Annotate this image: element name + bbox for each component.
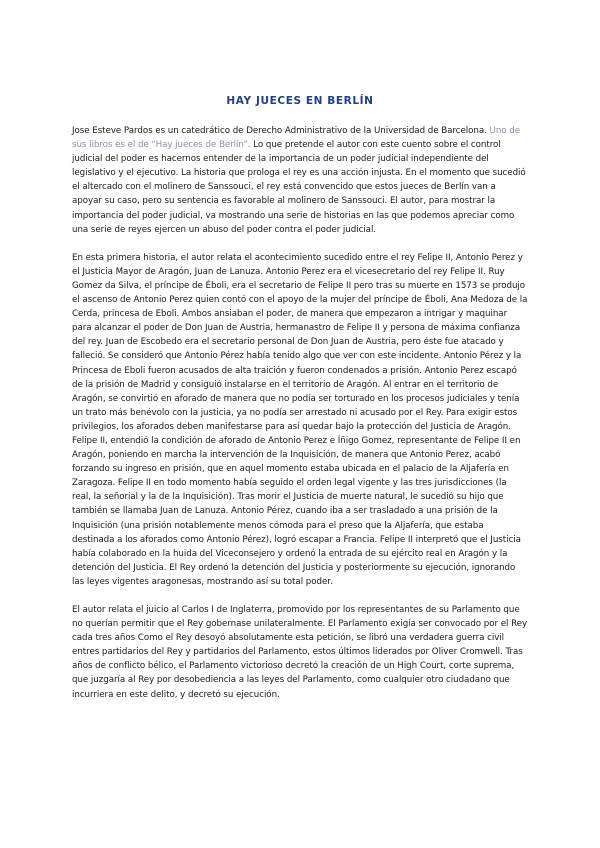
intro-rest-text: Lo que pretende el autor con este cuento sobre el control judicial del poder es hacernos entender de la importancia de un poder judicial independiente del legislativo y el ejecutivo. La historia que prologa el rey es una acción injusta. En el momento que sucedió el altercado con el molinero de Sanssouci, el rey está convencido que estos jueces de Berlín van a apoyar su caso, pero su sentencia es favorable al molinero de Sanssouci. El autor, para mostrar la importancia del poder judicial, va mostrando una serie de historias en las que podemos apreciar como una serie de reyes ejercen un abuso del poder contra el poder judicial. [72,140,526,235]
intro-book-reference: Uno de sus libros es el de “Hay jueces de Berlín”. [72,126,521,151]
paragraph-intro [72,124,528,237]
paragraph-felipe-ii: En esta primera historia, el autor relata el acontecimiento sucedido entre el rey Felipe II, Antonio Perez y el Justicia Mayor de Aragón, Juan de Lanuza. Antonio Perez era el vicesecretario del rey Felipe II. Ruy Gomez da Silva, el príncipe de Éboli, era el secretario de Felipe II pero tras su muerte en 1573 se produjo el ascenso de Antonio Perez quien contó con el apoyo de la mujer del príncipe de Éboli, Ana Medoza de la Cerda, princesa de Eboli. Ambos ansiaban el poder, de manera que empezaron a intrigar y maquinar para alcanzar el poder de Don Juan de Austria, hermanastro de Felipe II y persona de máxima confianza del rey. Juan de Escobedo era el secretario personal de Don Juan de Austria, pero éste fue atacado y falleció. Se consideró que Antonio Pérez había tenido algo que ver con este incidente. Antonio Pérez y la Princesa de Eboli fueron acusados de alta traición y fueron condenados a prisión. Antonio Perez escapó de la prisión de Madrid y consiguió instalarse en el territorio de Aragón. Al entrar en el territorio de Aragón, se convirtió en aforado de manera que no podía ser torturado en los procesos judiciales y tenía un trato más benévolo con la justicia, ya no podía ser arrestado ni acusado por el Rey. Para exigir estos privilegios, los aforados deben manifestarse para así quedar bajo la protección del Justicia de Aragón. Felipe II, entendió la condición de aforado de Antonio Perez e Íñigo Gomez, representante de Felipe II en Aragón, poniendo en marcha la intervención de la Inquisición, de manera que Antonio Perez, acabó forzando su ingreso en prisión, que en aquel momento estaba ubicada en el palacio de la Aljafería en Zaragoza. Felipe II en todo momento había seguido el orden legal vigente y las tres jurisdicciones (la real, la señorial y la de la Inquisición). Tras morir el Justicia de muerte natural, le sucedió su hijo que también se llamaba Juan de Lanuza. Antonio Pérez, cuando iba a ser trasladado a una prisión de la Inquisición (una prisión notablemente menos cómoda para el preso que la Aljafería, que estaba destinada a los aforados como Antonio Pérez), logró escapar a Francia. Felipe II interpretó que el Justicia había colaborado en la huida del Viceconsejero y ordenó la entrada de su ejército real en Aragón y la detención del Justicia. El Rey ordenó la detención del Justicia y posteriormente su ejecución, ignorando las leyes vigentes aragonesas, mostrando así su total poder. [72,252,528,587]
document-title: HAY JUECES EN BERLÍN [226,95,374,107]
paragraph-carlos-i: El autor relata el juicio al Carlos I de Inglaterra, promovido por los representantes de su Parlamento que no querían permitir que el Rey gobernase unilateralmente. El Parlamento exigía ser convocado por el Rey cada tres años Como el Rey desoyó absolutamente esta petición, se libró una verdadera guerra civil entres partidarios del Rey y partidarios del Parlamento, estos últimos liderados por Oliver Cromwell. Tras años de conflicto bélico, el Parlamento victorioso decretó la creación de un High Court, corte suprema, que juzgaría al Rey por desobediencia a las leyes del Parlamento, como cualquier otro ciudadano que incurriera en este delito, y decretó su ejecución. [72,605,528,700]
intro-lead-text: Jose Esteve Pardos es un catedrático de Derecho Administrativo de la Universidad de Barcelona. [72,126,487,136]
